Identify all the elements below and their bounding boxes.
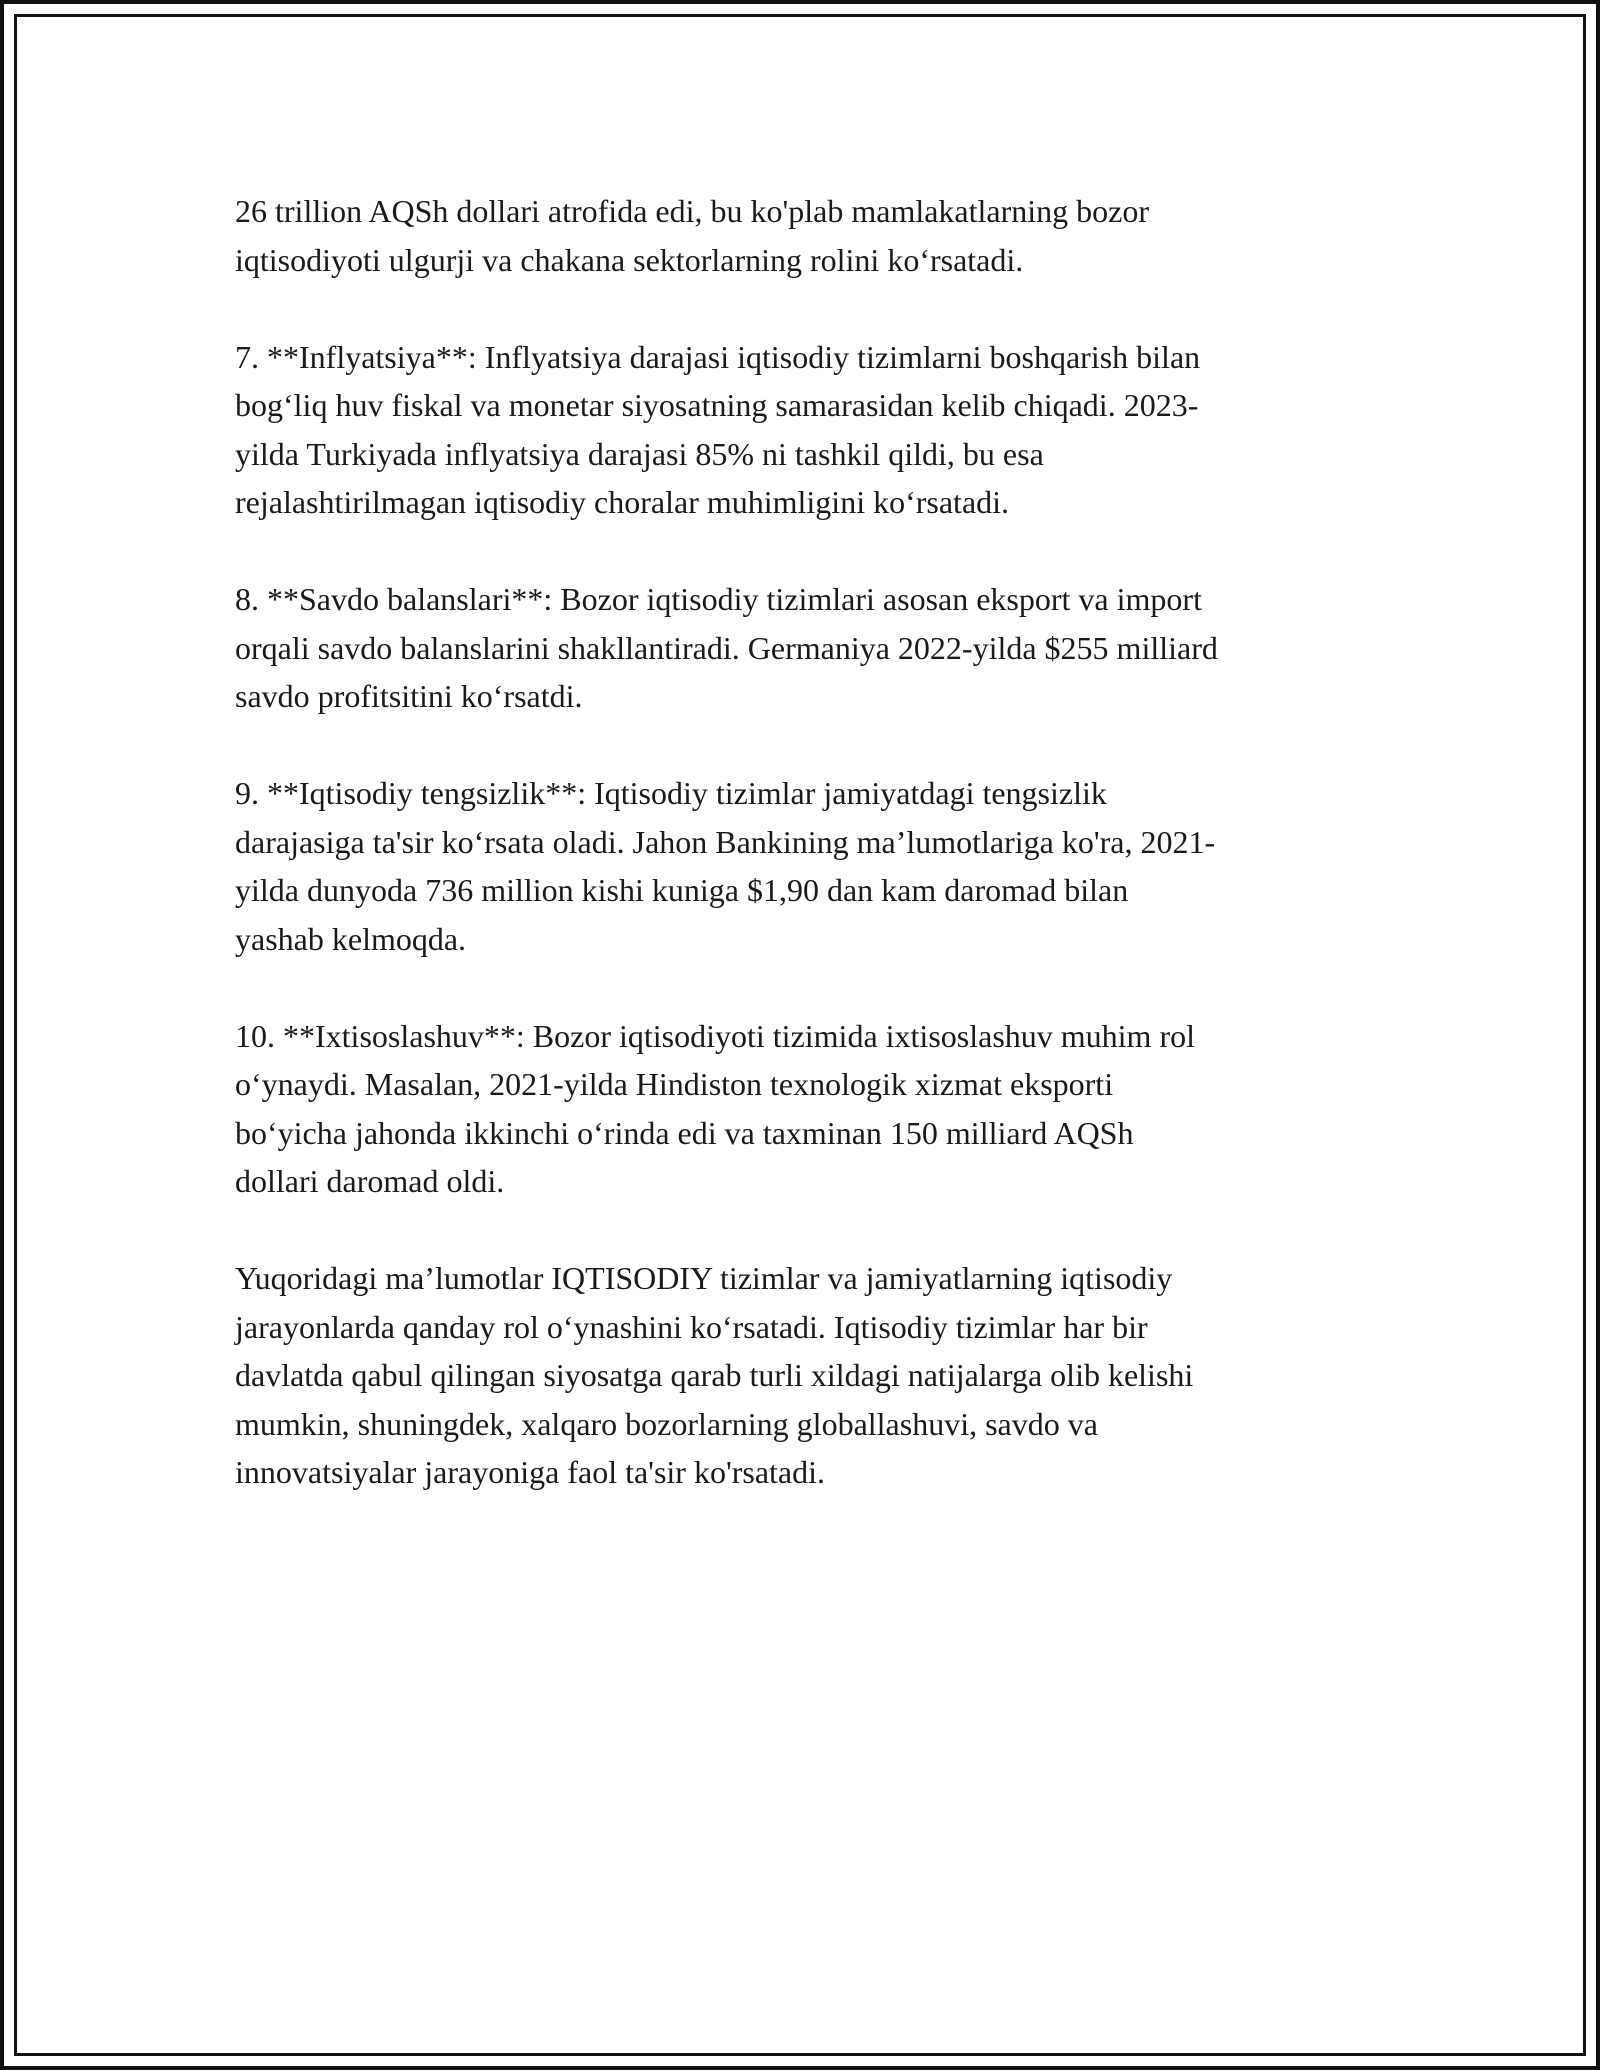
text-line: bog‘liq huv fiskal va monetar siyosatning samarasidan kelib chiqadi. 2023- [235, 387, 1199, 423]
paragraph-intro-continuation [235, 187, 1375, 284]
text-line: orqali savdo balanslarini shakllantiradi. Germaniya 2022-yilda $255 milliard [235, 629, 1218, 666]
text-line: innovatsiyalar jarayoniga faol ta'sir ko'rsatadi. [235, 1454, 825, 1490]
text-line: bo‘yicha jahonda ikkinchi o‘rinda edi va taxminan 150 milliard AQSh [235, 1114, 1134, 1151]
text-line: yilda dunyoda 736 million kishi kuniga $1,90 dan kam daromad bilan [235, 872, 1129, 908]
text-line: o‘ynaydi. Masalan, 2021-yilda Hindiston texnologik xizmat eksporti [235, 1066, 1114, 1102]
text-line: 9. **Iqtisodiy tengsizlik**: Iqtisodiy tizimlar jamiyatdagi tengsizlik [235, 775, 1107, 811]
text-line: mumkin, shuningdek, xalqaro bozorlarning globallashuvi, savdo va [235, 1405, 1098, 1442]
text-line: rejalashtirilmagan iqtisodiy choralar muhimligini ko‘rsatadi. [235, 484, 1010, 520]
paragraph-trade-balances [235, 575, 1375, 721]
text-line: dollari daromad oldi. [235, 1163, 505, 1199]
text-line: davlatda qabul qilingan siyosatga qarab turli xildagi natijalarga olib kelishi [235, 1357, 1194, 1393]
paragraph-conclusion [235, 1254, 1375, 1497]
text-line: yashab kelmoqda. [235, 920, 467, 957]
text-line: savdo profitsitini ko‘rsatdi. [235, 678, 583, 714]
text-line: 8. **Savdo balanslari**: Bozor iqtisodiy tizimlari asosan eksport va import [235, 581, 1202, 617]
text-line: Yuqoridagi ma’lumotlar IQTISODIY tizimlar va jamiyatlarning iqtisodiy [235, 1260, 1173, 1296]
paragraph-specialization [235, 1012, 1375, 1206]
text-line: jarayonlarda qanday rol o‘ynashini ko‘rsatadi. Iqtisodiy tizimlar har bir [235, 1308, 1148, 1345]
text-line: iqtisodiyoti ulgurji va chakana sektorlarning rolini ko‘rsatadi. [235, 241, 1024, 278]
text-line: yilda Turkiyada inflyatsiya darajasi 85% ni tashkil qildi, bu esa [235, 435, 1044, 472]
text-line: darajasiga ta'sir ko‘rsata oladi. Jahon Bankining ma’lumotlariga ko'ra, 2021- [235, 823, 1216, 860]
document-body [235, 187, 1375, 1545]
text-line: 26 trillion AQSh dollari atrofida edi, bu ko'plab mamlakatlarning bozor [235, 193, 1150, 229]
paragraph-inflation [235, 333, 1375, 527]
text-line: 7. **Inflyatsiya**: Inflyatsiya darajasi iqtisodiy tizimlarni boshqarish bilan [235, 338, 1201, 375]
text-line: 10. **Ixtisoslashuv**: Bozor iqtisodiyoti tizimida ixtisoslashuv muhim rol [235, 1017, 1195, 1054]
paragraph-inequality [235, 769, 1375, 963]
